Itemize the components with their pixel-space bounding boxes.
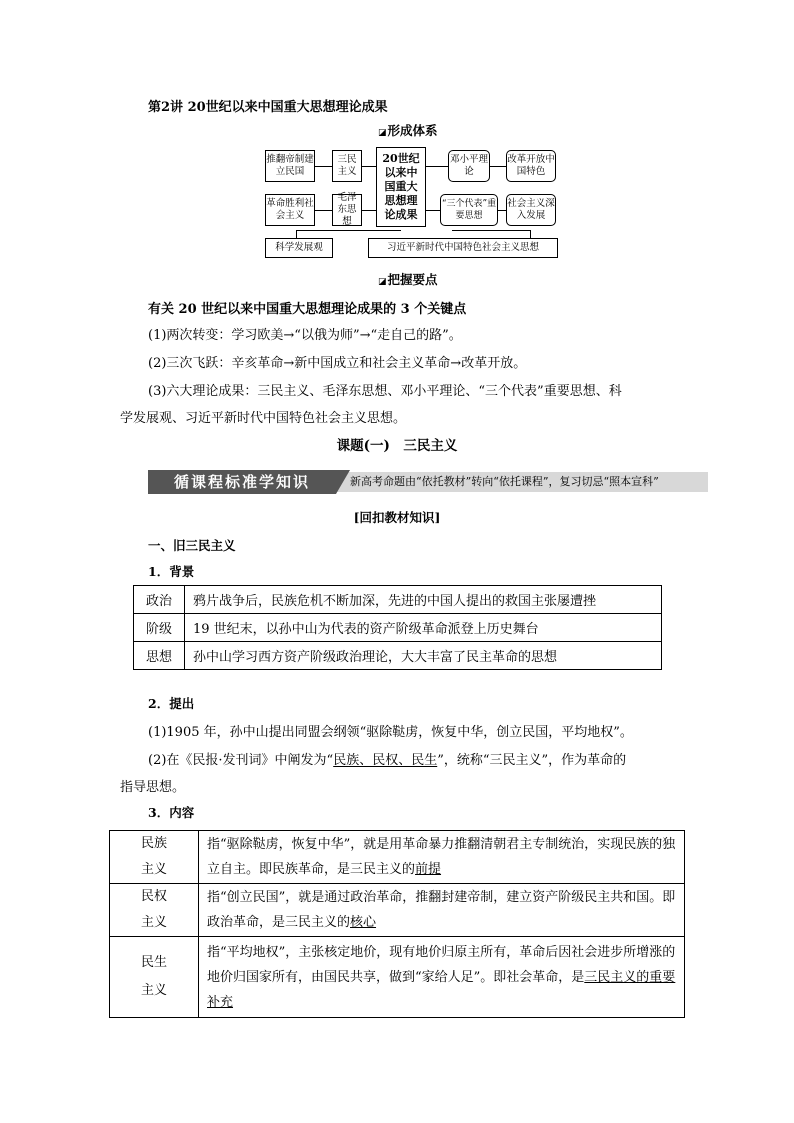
banner-note bbox=[336, 472, 708, 492]
table-row bbox=[134, 586, 662, 614]
content-key-label: 民族主义 bbox=[140, 836, 167, 877]
connector-line bbox=[530, 230, 531, 238]
background-table bbox=[133, 585, 662, 670]
key-points-title: 有关 20 世纪以来中国重大思想理论成果的 3 个关键点 bbox=[148, 302, 467, 317]
proposal-item-1: (1)1905 年，孙中山提出同盟会纲领“驱除鞑虏，恢复中华，创立民国，平均地权”。 bbox=[148, 725, 633, 740]
box-three-principles: 三民主义 bbox=[332, 150, 362, 182]
background-value: 鸦片战争后，民族危机不断加深，先进的中国人提出的救国主张屡遭挫 bbox=[185, 586, 662, 614]
content-key bbox=[110, 884, 199, 937]
fill-in-answer: 三民主义的重要补充 bbox=[207, 969, 676, 1010]
box-revolution-victory: 革命胜利社会主义 bbox=[265, 194, 315, 226]
box-deng-theory: 邓小平理论 bbox=[448, 150, 490, 182]
section-system-label: 形成体系 bbox=[387, 123, 438, 138]
fill-in-answer: 前提 bbox=[415, 862, 442, 877]
connector-line bbox=[314, 166, 332, 167]
table-row bbox=[110, 884, 685, 937]
connector-line bbox=[452, 230, 530, 231]
connector-line bbox=[490, 166, 506, 167]
table-row bbox=[134, 642, 662, 670]
background-value: 孙中山学习西方资产阶级政治理论，大大丰富了民主革命的思想 bbox=[185, 642, 662, 670]
connector-line bbox=[426, 166, 448, 167]
background-heading: 1．背景 bbox=[148, 564, 195, 579]
section-marker-icon: ◪ bbox=[378, 128, 387, 138]
connector-line bbox=[296, 230, 297, 238]
table-row bbox=[110, 831, 685, 884]
box-mao-thought: 毛泽东思想 bbox=[332, 194, 362, 226]
background-key: 思想 bbox=[134, 642, 185, 670]
content-text: 指“创立民国”，就是通过政治革命，推翻封建帝制，建立资产阶级民主共和国。即政治革命，是三民主义的 bbox=[207, 890, 676, 930]
table-row bbox=[134, 614, 662, 642]
content-key-label: 民生主义 bbox=[140, 955, 167, 998]
concept-diagram bbox=[262, 147, 562, 263]
box-center-achievements: 20世纪以来中国重大思想理论成果 bbox=[376, 147, 426, 227]
lecture-title: 第2讲 20世纪以来中国重大思想理论成果 bbox=[148, 100, 388, 115]
section-marker-icon: ◪ bbox=[378, 277, 387, 287]
content-table bbox=[109, 830, 685, 1018]
banner-note-text: 新高考命题由“依托教材”转向“依托课程”，复习切忌“照本宣科” bbox=[350, 475, 659, 488]
box-overthrow-monarchy: 推翻帝制建立民国 bbox=[265, 150, 315, 182]
proposal-heading: 2．提出 bbox=[148, 696, 195, 711]
background-value: 19 世纪末，以孙中山为代表的资产阶级革命派登上历史舞台 bbox=[185, 614, 662, 642]
proposal-text: (2)在《民报·发刊词》中阐发为“ bbox=[148, 753, 334, 768]
key-point-item: 学发展观、习近平新时代中国特色社会主义思想。 bbox=[120, 411, 407, 426]
background-key: 政治 bbox=[134, 586, 185, 614]
content-key-label: 民权主义 bbox=[140, 889, 167, 930]
content-value bbox=[199, 937, 685, 1018]
box-three-represents: “三个代表”重要思想 bbox=[440, 194, 498, 226]
key-point-item: (2)三次飞跃：辛亥革命→新中国成立和社会主义革命→改革开放。 bbox=[148, 356, 527, 371]
textbook-review-title: [回扣教材知识] bbox=[353, 510, 441, 525]
box-scientific-outlook: 科学发展观 bbox=[265, 238, 333, 258]
key-point-item: (3)六大理论成果：三民主义、毛泽东思想、邓小平理论、“三个代表”重要思想、科 bbox=[148, 384, 622, 399]
content-value bbox=[199, 831, 685, 884]
section-key-points-label: 把握要点 bbox=[387, 272, 438, 287]
proposal-item-2-continued: 指导思想。 bbox=[120, 780, 186, 795]
box-reform-opening: 改革开放中国特色 bbox=[506, 150, 556, 182]
section-heading-system bbox=[378, 121, 438, 139]
key-point-item: (1)两次转变：学习欧美→“以俄为师”→“走自己的路”。 bbox=[148, 328, 462, 343]
connector-line bbox=[296, 230, 401, 231]
content-text: 指“驱除鞑虏，恢复中华”，就是用革命暴力推翻清朝君主专制统治，实现民族的独立自主。即民族革命，是三民主义的 bbox=[207, 837, 676, 877]
fill-in-answer: 核心 bbox=[350, 915, 377, 930]
course-standard-banner bbox=[148, 470, 708, 494]
proposal-text: ”，统称“三民主义”，作为革命的 bbox=[437, 753, 627, 768]
content-value bbox=[199, 884, 685, 937]
background-key: 阶级 bbox=[134, 614, 185, 642]
table-row bbox=[110, 937, 685, 1018]
box-xi-thought: 习近平新时代中国特色社会主义思想 bbox=[368, 238, 558, 258]
section-heading-key-points bbox=[378, 270, 438, 288]
content-text: 指“平均地权”，主张核定地价，现有地价归原主所有，革命后因社会进步所增涨的地价归国家所有，由国民共享，做到“家给人足”。即社会革命，是 bbox=[207, 944, 676, 985]
connector-line bbox=[314, 210, 332, 211]
content-heading: 3．内容 bbox=[148, 805, 195, 820]
proposal-item-2 bbox=[148, 749, 626, 768]
banner-label: 循课程标准学知识 bbox=[148, 470, 336, 494]
box-socialism-development: 社会主义深入发展 bbox=[506, 194, 556, 226]
content-key bbox=[110, 831, 199, 884]
connector-line bbox=[362, 166, 376, 167]
fill-in-answer: 民族、民权、民生 bbox=[333, 753, 438, 768]
content-key bbox=[110, 937, 199, 1018]
connector-line bbox=[362, 210, 376, 211]
banner-notch-decoration bbox=[336, 470, 350, 494]
topic-title: 课题(一) 三民主义 bbox=[336, 438, 458, 454]
old-sanmin-heading: 一、旧三民主义 bbox=[148, 538, 236, 553]
